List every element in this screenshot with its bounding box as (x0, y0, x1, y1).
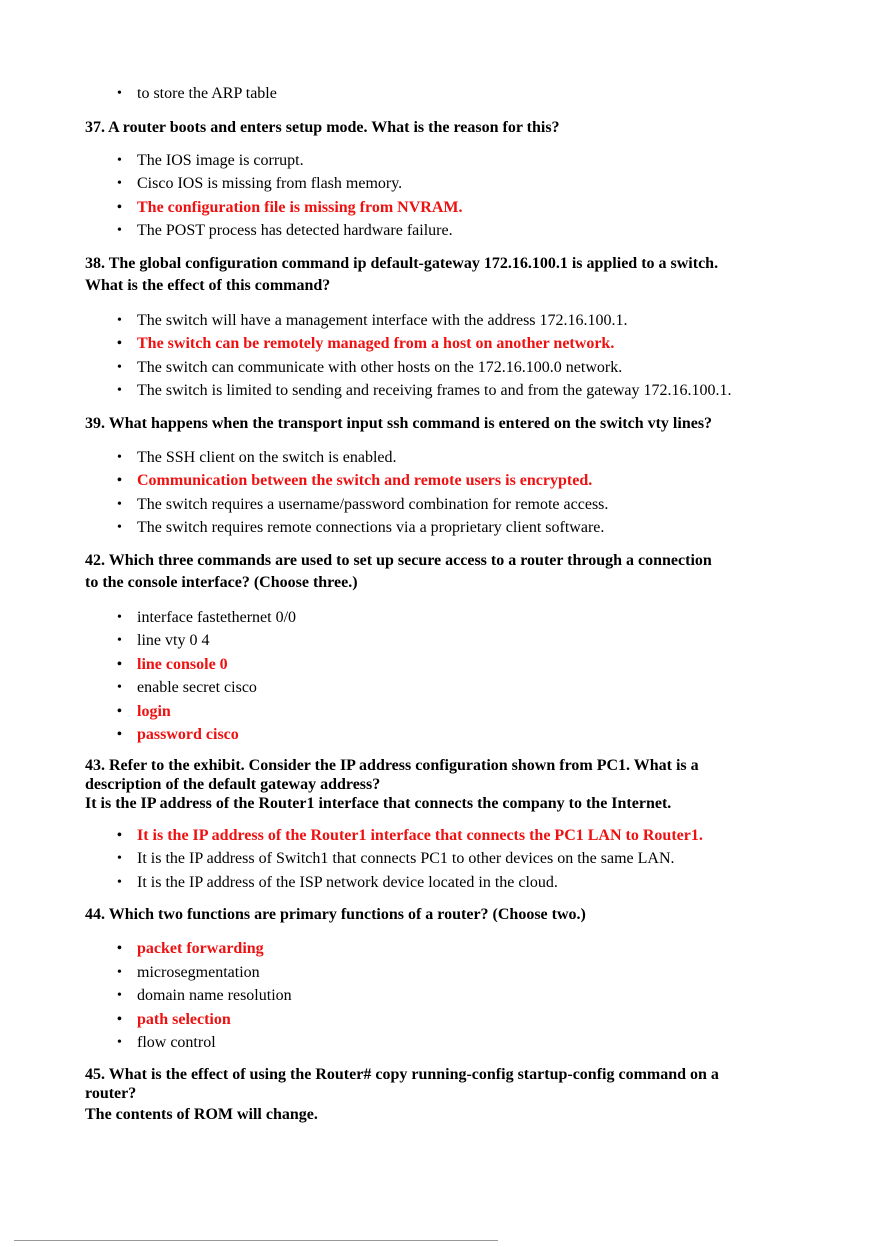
option-text: The IOS image is corrupt. (137, 151, 304, 169)
bullet-icon: • (117, 609, 122, 625)
question-42 (85, 550, 815, 594)
question-line: What is the effect of this command? (85, 276, 331, 294)
option-item-correct (117, 196, 815, 220)
bullet-icon: • (117, 496, 122, 512)
bullet-icon: • (117, 633, 122, 648)
option-item (117, 629, 815, 653)
option-item (117, 379, 815, 403)
option-item-correct (117, 653, 815, 677)
option-text: microsegmentation (137, 963, 260, 981)
bullet-icon: • (117, 1011, 122, 1027)
option-text: line console 0 (137, 655, 228, 673)
option-item (117, 82, 815, 106)
option-list (85, 82, 815, 106)
question-38 (85, 253, 815, 297)
bullet-icon: • (117, 176, 122, 191)
option-text: The switch will have a management interface with the address 172.16.100.1. (137, 311, 628, 329)
question-43 (85, 756, 815, 813)
option-text: to store the ARP table (137, 85, 277, 102)
option-text: The switch requires a username/password combination for remote access. (137, 495, 609, 513)
question-45 (85, 1065, 815, 1124)
question-line: router? (85, 1084, 137, 1102)
bullet-icon: • (117, 656, 122, 672)
question-line: 38. The global configuration command ip default-gateway 172.16.100.1 is applied to a switch. (85, 254, 719, 272)
bullet-icon: • (117, 964, 122, 980)
option-item (117, 149, 815, 173)
bullet-icon: • (117, 223, 122, 238)
option-item-correct (117, 332, 815, 356)
option-item (117, 493, 815, 517)
option-list (85, 446, 815, 540)
option-text: packet forwarding (137, 940, 264, 957)
question-line: to the console interface? (Choose three.) (85, 573, 358, 591)
question-39: 39. What happens when the transport input ssh command is entered on the switch vty lines? (85, 414, 713, 432)
option-item-correct (117, 700, 815, 724)
option-text: The switch can be remotely managed from a host on another network. (137, 335, 615, 352)
question-37: 37. A router boots and enters setup mode. What is the reason for this? (85, 118, 560, 136)
bullet-icon: • (117, 152, 122, 168)
option-text: The switch is limited to sending and receiving frames to and from the gateway 172.16.100.1. (137, 382, 732, 399)
bullet-icon: • (117, 703, 122, 719)
option-text: password cisco (137, 726, 239, 743)
bullet-icon: • (117, 941, 122, 956)
bullet-icon: • (117, 336, 122, 351)
option-text: The switch requires remote connections via a proprietary client software. (137, 519, 605, 536)
option-text: The POST process has detected hardware failure. (137, 222, 453, 239)
option-text: The SSH client on the switch is enabled. (137, 448, 397, 466)
option-item (117, 871, 815, 895)
option-item-correct (117, 937, 815, 961)
bullet-icon: • (117, 359, 122, 375)
option-item (117, 676, 815, 700)
question-line: The contents of ROM will change. (85, 1105, 318, 1123)
option-item-correct (117, 723, 815, 747)
option-text: Communication between the switch and remote users is encrypted. (137, 472, 593, 489)
question-line: 43. Refer to the exhibit. Consider the IP address configuration shown from PC1. What is a (85, 756, 699, 774)
option-text: domain name resolution (137, 987, 292, 1004)
option-text: It is the IP address of Switch1 that connects PC1 to other devices on the same LAN. (137, 850, 675, 867)
bullet-icon: • (117, 199, 122, 215)
question-line: description of the default gateway address? (85, 775, 381, 793)
option-item (117, 961, 815, 985)
option-list (85, 309, 815, 403)
option-item (117, 984, 815, 1008)
option-list (85, 937, 815, 1055)
option-item (117, 446, 815, 470)
option-text: enable secret cisco (137, 679, 257, 696)
bullet-icon: • (117, 312, 122, 328)
bullet-icon: • (117, 449, 122, 465)
question-44: 44. Which two functions are primary functions of a router? (Choose two.) (85, 906, 586, 923)
option-text: It is the IP address of the ISP network device located in the cloud. (137, 873, 558, 891)
option-text: path selection (137, 1010, 231, 1028)
bullet-icon: • (117, 827, 122, 843)
option-text: line vty 0 4 (137, 632, 210, 649)
question-line: It is the IP address of the Router1 interface that connects the company to the Internet. (85, 794, 672, 812)
option-item (117, 356, 815, 380)
option-text: Cisco IOS is missing from flash memory. (137, 175, 403, 192)
option-item (117, 847, 815, 871)
option-item-correct (117, 1008, 815, 1032)
option-list (85, 149, 815, 243)
bullet-icon: • (117, 383, 122, 398)
option-text: flow control (137, 1034, 216, 1051)
option-text: It is the IP address of the Router1 interface that connects the PC1 LAN to Router1. (137, 826, 703, 844)
bullet-icon: • (117, 727, 122, 742)
option-item (117, 309, 815, 333)
option-item-correct (117, 824, 815, 848)
question-line: 45. What is the effect of using the Router# copy running-config startup-config command on a (85, 1065, 719, 1083)
option-item (117, 172, 815, 196)
option-item (117, 219, 815, 243)
option-list (85, 824, 815, 895)
question-line: 42. Which three commands are used to set up secure access to a router through a connection (85, 551, 712, 569)
option-item (117, 516, 815, 540)
option-item (117, 606, 815, 630)
footer-divider (14, 1240, 498, 1241)
bullet-icon: • (117, 988, 122, 1003)
bullet-icon: • (117, 86, 122, 101)
option-list (85, 606, 815, 747)
bullet-icon: • (117, 680, 122, 695)
bullet-icon: • (117, 1035, 122, 1050)
option-item-correct (117, 469, 815, 493)
option-text: interface fastethernet 0/0 (137, 608, 297, 626)
option-item (117, 1031, 815, 1055)
bullet-icon: • (117, 851, 122, 866)
option-text: The configuration file is missing from NVRAM. (137, 198, 463, 216)
bullet-icon: • (117, 520, 122, 535)
bullet-icon: • (117, 874, 122, 890)
option-text: login (137, 702, 171, 720)
option-text: The switch can communicate with other hosts on the 172.16.100.0 network. (137, 358, 623, 376)
bullet-icon: • (117, 473, 122, 488)
document-page (85, 82, 815, 1124)
